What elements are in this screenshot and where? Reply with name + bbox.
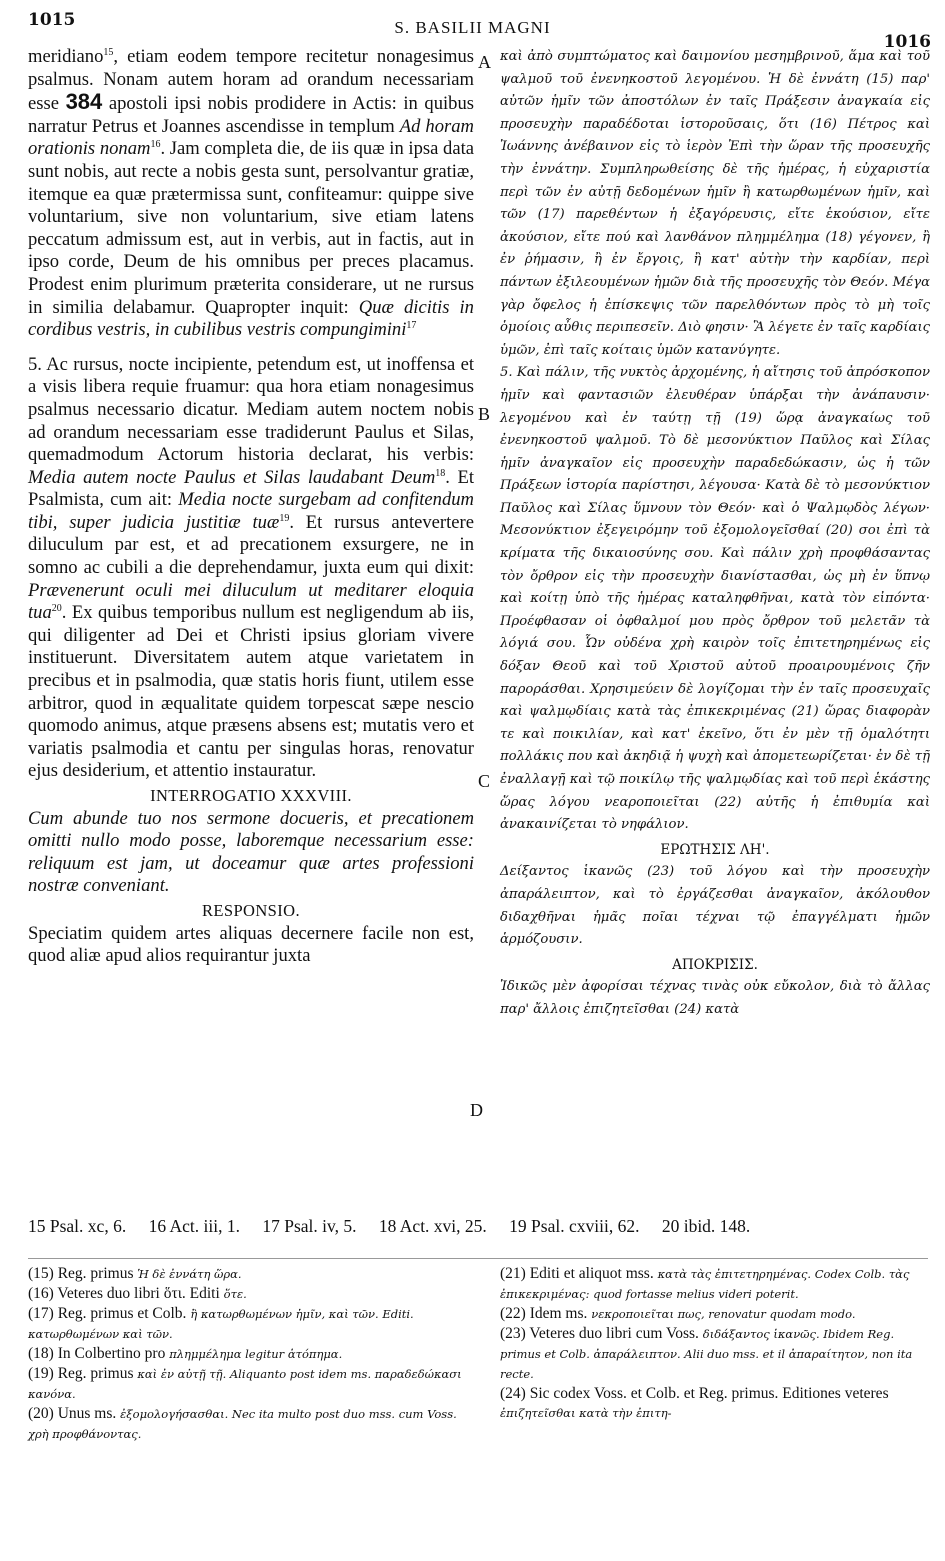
latin-text: . Jam completa die, de iis quæ in ipsa data sunt nobis, aut recte a nobis gesta sunt, persolvantur gratiæ, itemque ea quæ prætermissa sunt, confiteamur: quippe sive voluntarium, sive non voluntarium, sive etiam latens peccatum admissum est, aut in verbis, aut in factis, aut in ipso corde, Deum de his omnibus per preces placamus. Prodest enim plurimum præterita considerare, ut ne rursus in similia delabamur. Quapropter inquit: xyxy=(28,138,474,318)
footnote-20: 20 ibid. 148. xyxy=(661,1216,751,1236)
greek-question: Δείξαντος ἱκανῶς (23) τοῦ λόγου καὶ τὴν προσευχὴν ἀπαράλειπτον, καὶ τὸ ἐργάζεσθαι ἀναγκαῖον, ἀκόλουθον διδαχθῆναι ἡμᾶς ποῖαι τέχναι τῷ ἐπαγγέλματι ἡμῶν ἁρμόζουσιν. xyxy=(500,864,930,948)
note-latin: (15) Reg. primus xyxy=(28,1265,134,1282)
footnote-17: 17 Psal. iv, 5. xyxy=(262,1216,357,1236)
note xyxy=(28,1304,468,1344)
greek-paragraph-2: 5. Καὶ πάλιν, τῆς νυκτὸς ἀρχομένης, ἡ αἴτησις τοῦ ἀπρόσκοπον ἡμῖν καὶ φαντασιῶν ἐλευθέραν ὑπάρξαι τὴν ἀνάπαυσιν· λεγομένου καὶ ἐν ταύτῃ τῇ (19) ὥρᾳ ἀναγκαίως τοῦ ἐνενηκοστοῦ ψαλμοῦ. Τὸ δὲ μεσονύκτιον Παῦλος καὶ Σίλας ἡμῖν ἀναγκαῖον εἰς προσευχὴν παραδεδώκασιν, ὡς ἡ τῶν Πράξεων ἱστορία παρίστησι, λέγουσα· Κατὰ δὲ τὸ μεσονύκτιον Παῦλος καὶ Σίλας ὕμνουν τὸν Θεόν· καὶ ὁ Ψαλμῳδὸς λέγων· Μεσονύκτιον ἐξεγειρόμην τοῦ ἐξομολογεῖσθαί (20) σοι ἐπὶ τὰ κρίματα τῆς δικαιοσύνης σου. Καὶ πάλιν χρὴ προφθάσαντας τὸν ὄρθρον εἰς τὴν προσευχὴν διανίστασθαι, ὡς μὴ ἐν ὕπνῳ καὶ κοίτῃ ὑπὸ τῆς ἡμέρας καταληφθῆναι, κατὰ τὸν εἰπόντα· Προέφθασαν οἱ ὀφθαλμοί μου πρὸς ὄρθρον τοῦ μελετᾶν τὰ λόγιά σου. Ὧν οὐδένα χρὴ καιρὸν τοῖς ἐπιτετηρημένως εἰς δόξαν Θεοῦ καὶ τοῦ Χριστοῦ αὐτοῦ προαιρουμένοις ζῆν παροράσθαι. Χρησιμεύειν δὲ λογίζομαι τὴν ἐν ταῖς προσευχαῖς καὶ ψαλμῳδίαις κατὰ τὰς ἐπικεκριμένας (21) ὥρας διαφορὰν τε καὶ ποικιλίαν, καὶ κατ' ἐκεῖνο, ὅτι ἐν μὲν τῇ ὁμαλότητι πολλάκις που καὶ ἀκηδιᾷ ἡ ψυχὴ καὶ ἀπομετεωρίζεται· ἐν δὲ τῇ ἐναλλαγῇ καὶ τῷ ποικίλῳ τῆς ψαλμῳδίας καὶ τοῦ περὶ ἑκάστης ὥρας λόγου νεαροποιεῖται (22) αὐτῆς ἡ ἐπιθυμία καὶ ἀνακαινίζεται τὸ νηφάλιον. xyxy=(500,365,930,833)
margin-letter-b: B xyxy=(478,404,491,424)
latin-paragraph-1 xyxy=(28,46,474,342)
footnote-ref: 16 xyxy=(150,139,161,151)
footnote-15: 15 Psal. xc, 6. xyxy=(28,1216,127,1236)
right-page-number: 1016 xyxy=(883,32,931,52)
note-latin: (23) Veteres duo libri cum Voss. xyxy=(500,1325,699,1342)
note-greek: ἐπιζητεῖσθαι κατὰ τὴν ἐπιτη- xyxy=(500,1406,672,1420)
latin-text: apostoli ipsi nobis prodidere in Actis: in quibus narratur Petrus et Joannes ascendisse in templum xyxy=(28,93,474,137)
latin-question: Cum abunde tuo nos sermone docueris, et precationem omitti nullo modo posse, laboremque necessarium esse: reliquum est jam, ut doceamur quæ artes professioni nostræ conveniant. xyxy=(28,807,474,897)
note-greek: ἐξομολογήσασθαι. Nec ita multo post duo mss. cum Voss. χρὴ προφθάνοντας. xyxy=(28,1407,457,1441)
note-latin: (16) Veteres duo libri ὅτι. Editi xyxy=(28,1285,220,1302)
note-greek: καὶ ἐν αὐτῇ τῇ. Aliquanto post idem ms. παραδεδώκασι κανόνα. xyxy=(28,1367,462,1401)
running-title: S. BASILII MAGNI xyxy=(394,18,551,37)
greek-heading-erotesis: ΕΡΩΤΗΣΙΣ ΛΗ'. xyxy=(660,841,770,858)
note xyxy=(28,1264,468,1284)
note xyxy=(500,1324,928,1384)
latin-text: meridiano xyxy=(28,46,104,67)
scripture-quote: Media nocte surgebam ad confitendum tibi, super judicia justitiæ tuæ xyxy=(28,489,474,533)
scripture-quote: Prævenerunt oculi mei diluculum ut meditarer eloquia tua xyxy=(28,579,474,624)
note xyxy=(500,1264,928,1304)
margin-letter-d: D xyxy=(470,1100,483,1120)
footnote-ref: 18 xyxy=(435,467,446,479)
note-greek: Ἡ δὲ ἐννάτη ὥρα. xyxy=(137,1267,242,1281)
note xyxy=(500,1384,928,1423)
footnote-16: 16 Act. iii, 1. xyxy=(148,1216,240,1236)
note xyxy=(28,1344,468,1364)
divider xyxy=(28,1258,928,1259)
footnote-ref: 20 xyxy=(51,603,62,615)
latin-answer: Speciatim quidem artes aliquas decernere facile non est, quod aliæ apud alios requirantur juxta xyxy=(28,922,474,967)
latin-text: 5. Ac rursus, nocte incipiente, petendum est, ut inoffensa et a visis libera requie fruamur: qua hora etiam nonagesimus psalmus necessario dicatur. Mediam autem noctem nobis ad orandum necessariam esse tradiderunt Paulus et Silas, quemadmodum Actorum historia declarat, his verbis: xyxy=(28,353,474,466)
note-greek: διδάξαντος ἱκανῶς. Ibidem Reg. primus et Colb. ἀπαράλειπτον. Alii duo mss. et il ἀπαραίτητον, non ita recte. xyxy=(500,1327,913,1381)
critical-notes-right xyxy=(500,1264,928,1423)
margin-letter-c: C xyxy=(478,771,491,791)
footnote-19: 19 Psal. cxviii, 62. xyxy=(509,1216,640,1236)
note-latin: (20) Unus ms. xyxy=(28,1405,117,1422)
footnote-ref: 15 xyxy=(103,46,114,58)
footnote-ref: 17 xyxy=(406,319,417,331)
latin-text: . Et Psalmista, cum ait: xyxy=(28,466,474,511)
note-latin: (18) In Colbertino pro xyxy=(28,1345,166,1362)
scripture-quote: Quæ dicitis in cordibus vestris, in cubilibus vestris compungimini xyxy=(28,296,474,341)
greek-paragraph-1: καὶ ἀπὸ συμπτώματος καὶ δαιμονίου μεσημβρινοῦ, ἅμα καὶ τοῦ ψαλμοῦ τοῦ ἐνενηκοστοῦ λεγομένου. Ἡ δὲ ἐννάτη (15) παρ' αὐτῶν ἡμῖν τῶν ἀποστόλων ἐν ταῖς Πράξεσιν ἀναγκαία εἰς προσευχὴν παραδέδοται ἱστοροῦσαις, ὅτι (16) Πέτρος καὶ Ἰωάννης ἀνέβαινον εἰς τὸ ἱερὸν Ἐπὶ τὴν ὥραν τῆς προσευχῆς τὴν ἐννάτην. Συμπληρωθείσης δὲ τῆς ἡμέρας, ἡ εὐχαριστία περὶ τῶν ἐν αὐτῇ δεδομένων ἡμῖν ἢ κατωρθωμένων ἡμῖν, καὶ τῶν (17) παρεθέντων ἡ ἐξαγόρευσις, εἴτε ἑκούσιον, εἴτε ἀκούσιον, εἴτε πού καὶ λανθάνον πλημμέλημα (18) γέγονεν, ἢ ἐν ῥήμασιν, ἢ ἐν ἔργοις, ἢ κατ' αὐτὴν τὴν καρδίαν, περὶ πάντων ἐξιλεουμένων ἡμῶν διὰ τῆς προσευχῆς τὸν Θεόν. Μέγα γὰρ ὄφελος ἡ ἐπίσκεψις τῶν παρελθόντων πρὸς τὸ μὴ τοῖς ὁμοίοις αὖθις περιπεσεῖν. Διὸ φησιν· Ἃ λέγετε ἐν ταῖς καρδίαις ὑμῶν, ἐπὶ ταῖς κοίταις ὑμῶν κατανύγητε. xyxy=(500,49,930,358)
scripture-quote: Ad horam orationis nonam xyxy=(28,115,474,160)
note-latin: (24) Sic codex Voss. et Colb. et Reg. primus. Editiones veteres xyxy=(500,1385,889,1402)
latin-paragraph-2 xyxy=(28,354,474,783)
note-greek: ὅτε. xyxy=(223,1287,247,1301)
footnote-ref: 19 xyxy=(279,512,290,524)
note-latin: (19) Reg. primus xyxy=(28,1365,134,1382)
greek-column xyxy=(500,46,930,1022)
page-header xyxy=(0,6,945,52)
critical-notes-left xyxy=(28,1264,468,1444)
scripture-footnotes xyxy=(28,1216,928,1237)
note-latin: (21) Editi et aliquot mss. xyxy=(500,1265,654,1282)
greek-answer: Ἰδικῶς μὲν ἀφορίσαι τέχνας τινὰς οὐκ εὔκολον, διὰ τὸ ἄλλας παρ' ἄλλοις ἐπιζητεῖσθαι (24) κατὰ xyxy=(500,979,930,1017)
note-latin: (17) Reg. primus et Colb. xyxy=(28,1305,187,1322)
note xyxy=(28,1284,468,1304)
latin-text: . Ex quibus temporibus nullum est negligendum ab iis, qui diligenter ad Dei et Christi ipsius gloriam vivere instituerunt. Diversitatem autem atque varietatem in precibus et in psalmodia, quæ statis horis fiunt, utilem esse arbitror, quod in æqualitate quidem torpescat sæpe nescio quomodo animus, atque præsens absens est; mutatis vero et variatis psalmodia et cantu per singulas horas, renovatur ejus desiderium, et attentio instauratur. xyxy=(28,602,474,782)
latin-text: , etiam eodem tempore recitetur nonagesimus psalmus. Nonam autem horam ad orandum necessariam esse xyxy=(28,46,474,115)
latin-text: . Et rursus antevertere diluculum par est, et ad precationem exsurgere, ne in somno ac cubili a die deprehendamur, juxta eum qui dixit: xyxy=(28,511,474,579)
note-greek: ἢ κατωρθωμένων ἡμῖν, καὶ τῶν. Editi. κατωρθωμένων καὶ τῶν. xyxy=(28,1307,414,1341)
latin-column xyxy=(28,46,474,968)
left-page-number: 1015 xyxy=(28,10,76,30)
latin-heading-interrogatio: INTERROGATIO XXXVIII. xyxy=(150,786,352,805)
note-greek: νεκροποιεῖται πως, renovatur quodam modo. xyxy=(591,1307,856,1321)
footnote-18: 18 Act. xvi, 25. xyxy=(378,1216,487,1236)
note xyxy=(28,1404,468,1444)
note xyxy=(28,1364,468,1404)
greek-heading-apokrisis: ΑΠΟΚΡΙΣΙΣ. xyxy=(672,956,758,973)
latin-heading-responsio: RESPONSIO. xyxy=(202,900,300,920)
column-marker: 384 xyxy=(65,89,103,115)
margin-letter-a: A xyxy=(478,52,491,72)
note-latin: (22) Idem ms. xyxy=(500,1305,588,1322)
note xyxy=(500,1304,928,1324)
note-greek: πλημμέλημα legitur ἁτόπημα. xyxy=(169,1347,343,1361)
note-greek: κατὰ τὰς ἐπιτετηρημένας. Codex Colb. τὰς ἐπικεκριμένας: quod fortasse melius videri poterit. xyxy=(500,1267,910,1301)
scripture-quote: Media autem nocte Paulus et Silas laudabant Deum xyxy=(28,466,436,488)
